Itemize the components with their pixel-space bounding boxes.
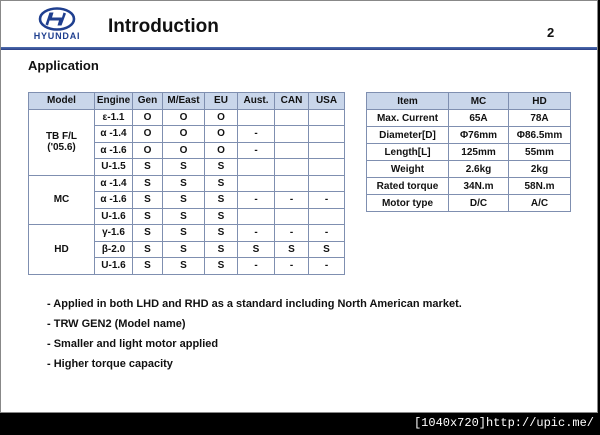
- spec-value-cell: 65A: [449, 110, 509, 127]
- table-row: [367, 161, 571, 178]
- bullet-item: - TRW GEN2 (Model name): [47, 318, 186, 330]
- market-cell: [275, 208, 309, 225]
- column-header: HD: [509, 93, 571, 110]
- market-cell: -: [238, 126, 275, 143]
- market-cell: -: [309, 258, 345, 275]
- column-header: EU: [205, 93, 238, 110]
- model-cell: [29, 225, 95, 275]
- column-header: M/East: [163, 93, 205, 110]
- page-number: 2: [547, 25, 555, 40]
- engine-cell: U-1.6: [95, 208, 133, 225]
- market-cell: [275, 142, 309, 159]
- market-cell: S: [133, 159, 163, 176]
- market-cell: O: [163, 142, 205, 159]
- market-cell: [309, 175, 345, 192]
- column-header: USA: [309, 93, 345, 110]
- spec-value-cell: 2.6kg: [449, 161, 509, 178]
- table-row: [367, 127, 571, 144]
- table-row: [29, 109, 345, 126]
- spec-item-cell: Motor type: [367, 195, 449, 212]
- engine-cell: β-2.0: [95, 241, 133, 258]
- market-cell: S: [133, 241, 163, 258]
- spec-table: [366, 92, 571, 212]
- engine-cell: α -1.6: [95, 142, 133, 159]
- market-cell: -: [238, 142, 275, 159]
- engine-cell: α -1.4: [95, 175, 133, 192]
- column-header: Model: [29, 93, 95, 110]
- model-cell: [29, 109, 95, 175]
- column-header: Item: [367, 93, 449, 110]
- market-cell: O: [205, 142, 238, 159]
- engine-cell: U-1.5: [95, 159, 133, 176]
- bullet-item: - Applied in both LHD and RHD as a standard including North American market.: [47, 298, 462, 310]
- market-cell: S: [205, 159, 238, 176]
- market-cell: [238, 208, 275, 225]
- market-cell: O: [163, 109, 205, 126]
- spec-table-header: [367, 93, 571, 110]
- market-cell: [238, 109, 275, 126]
- market-cell: -: [309, 192, 345, 209]
- market-cell: S: [163, 258, 205, 275]
- spec-value-cell: 2kg: [509, 161, 571, 178]
- market-cell: -: [275, 192, 309, 209]
- spec-value-cell: Φ86.5mm: [509, 127, 571, 144]
- table-row: [367, 178, 571, 195]
- spec-item-cell: Length[L]: [367, 144, 449, 161]
- slide-title: Introduction: [108, 16, 219, 37]
- table-row: [29, 225, 345, 242]
- market-cell: S: [163, 175, 205, 192]
- market-cell: O: [163, 126, 205, 143]
- market-cell: S: [205, 192, 238, 209]
- bullet-item: - Smaller and light motor applied: [47, 338, 219, 350]
- spec-value-cell: Φ76mm: [449, 127, 509, 144]
- column-header: MC: [449, 93, 509, 110]
- market-cell: [275, 159, 309, 176]
- spec-item-cell: Rated torque: [367, 178, 449, 195]
- bullet-list: [47, 298, 462, 378]
- slide-header: [1, 1, 597, 47]
- market-cell: O: [205, 126, 238, 143]
- market-cell: S: [133, 208, 163, 225]
- hyundai-wordmark: HYUNDAI: [33, 31, 81, 41]
- market-cell: [309, 159, 345, 176]
- watermark-text: [1040x720]http://upic.me/: [413, 416, 594, 430]
- spec-item-cell: Diameter[D]: [367, 127, 449, 144]
- model-cell: [29, 175, 95, 225]
- market-cell: [309, 208, 345, 225]
- model-name: HD: [54, 243, 69, 255]
- market-cell: -: [309, 225, 345, 242]
- application-table: [28, 92, 345, 275]
- spec-item-cell: Weight: [367, 161, 449, 178]
- market-cell: S: [163, 192, 205, 209]
- footer-bar: [0, 413, 600, 435]
- market-cell: S: [205, 208, 238, 225]
- market-cell: [238, 159, 275, 176]
- market-cell: S: [205, 225, 238, 242]
- application-table-header: [29, 93, 345, 110]
- engine-cell: U-1.6: [95, 258, 133, 275]
- market-cell: S: [133, 175, 163, 192]
- market-cell: [275, 109, 309, 126]
- market-cell: S: [205, 241, 238, 258]
- market-cell: [309, 142, 345, 159]
- market-cell: [309, 126, 345, 143]
- market-cell: S: [163, 208, 205, 225]
- market-cell: S: [275, 241, 309, 258]
- market-cell: -: [275, 225, 309, 242]
- model-name: MC: [53, 194, 70, 206]
- model-name: TB F/L: [45, 131, 78, 142]
- market-cell: [238, 175, 275, 192]
- market-cell: S: [133, 225, 163, 242]
- market-cell: O: [133, 109, 163, 126]
- spec-value-cell: 78A: [509, 110, 571, 127]
- table-row: [367, 195, 571, 212]
- column-header: CAN: [275, 93, 309, 110]
- spec-value-cell: 58N.m: [509, 178, 571, 195]
- bullet-item: - Higher torque capacity: [47, 358, 173, 370]
- market-cell: -: [238, 258, 275, 275]
- engine-cell: α -1.4: [95, 126, 133, 143]
- engine-cell: γ-1.6: [95, 225, 133, 242]
- table-row: [367, 144, 571, 161]
- table-row: [367, 110, 571, 127]
- market-cell: S: [133, 192, 163, 209]
- spec-value-cell: 125mm: [449, 144, 509, 161]
- market-cell: -: [275, 258, 309, 275]
- column-header: Aust.: [238, 93, 275, 110]
- hyundai-logo: [19, 7, 95, 43]
- spec-value-cell: D/C: [449, 195, 509, 212]
- column-header: Gen: [133, 93, 163, 110]
- model-date: ('05.6): [47, 142, 76, 153]
- market-cell: S: [205, 258, 238, 275]
- spec-value-cell: A/C: [509, 195, 571, 212]
- market-cell: S: [238, 241, 275, 258]
- header-divider: [1, 47, 597, 50]
- market-cell: S: [205, 175, 238, 192]
- market-cell: [275, 175, 309, 192]
- market-cell: O: [205, 109, 238, 126]
- engine-cell: α -1.6: [95, 192, 133, 209]
- column-header: Engine: [95, 93, 133, 110]
- market-cell: [275, 126, 309, 143]
- market-cell: -: [238, 225, 275, 242]
- market-cell: O: [133, 142, 163, 159]
- spec-value-cell: 34N.m: [449, 178, 509, 195]
- market-cell: S: [163, 225, 205, 242]
- engine-cell: ε-1.1: [95, 109, 133, 126]
- section-title: Application: [28, 58, 99, 73]
- market-cell: -: [238, 192, 275, 209]
- market-cell: S: [133, 258, 163, 275]
- market-cell: S: [163, 159, 205, 176]
- market-cell: O: [133, 126, 163, 143]
- spec-item-cell: Max. Current: [367, 110, 449, 127]
- market-cell: S: [163, 241, 205, 258]
- hyundai-emblem-icon: [19, 7, 95, 31]
- spec-value-cell: 55mm: [509, 144, 571, 161]
- market-cell: S: [309, 241, 345, 258]
- market-cell: [309, 109, 345, 126]
- table-row: [29, 175, 345, 192]
